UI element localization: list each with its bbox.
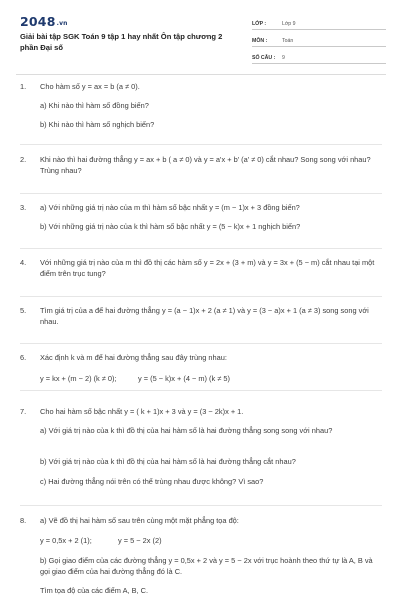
question-text: Tìm giá trị của a để hai đường thẳng y = (a − 1)x + 2 (a ≠ 1) và y = (3 − a)x + 1 (a ≠ 3) song song với nhau. (40, 306, 369, 326)
question-divider (20, 296, 382, 297)
sub-question: y = kx + (m − 2) (k ≠ 0); (40, 374, 117, 383)
question-text: Cho hai hàm số bậc nhất y = ( k + 1)x + 3 và y = (3 − 2k)x + 1. (40, 407, 244, 416)
logo-main: 2048 (20, 14, 56, 29)
question-divider (20, 144, 382, 145)
question-divider (20, 505, 382, 506)
question-text: a) Vẽ đồ thị hai hàm số sau trên cùng một mặt phẳng tọa độ: (40, 516, 239, 525)
meta-box (252, 16, 386, 67)
meta-value: 9 (282, 55, 285, 61)
question-divider (20, 390, 382, 391)
document-header (20, 14, 386, 72)
question-number: 1. (20, 82, 27, 91)
sub-question: a) Khi nào thì hàm số đồng biến? (40, 101, 149, 110)
sub-question: b) Với những giá trị nào của k thì hàm số bậc nhất y = (5 − k)x + 1 nghịch biến? (40, 222, 301, 231)
meta-row-class (252, 16, 386, 30)
sub-question: b) Khi nào thì hàm số nghịch biến? (40, 120, 155, 129)
meta-value: Toán (282, 38, 294, 44)
sub-question: y = 5 − 2x (2) (118, 536, 162, 545)
question-number: 8. (20, 516, 27, 525)
question-text: Khi nào thì hai đường thẳng y = ax + b ( a ≠ 0) và y = a'x + b' (a' ≠ 0) cắt nhau? Song song với nhau? Trùng nhau? (40, 155, 371, 175)
sub-question: Tìm tọa độ của các điểm A, B, C. (40, 586, 149, 595)
question-number: 5. (20, 306, 27, 315)
site-logo[interactable] (20, 14, 68, 29)
question-number: 6. (20, 353, 27, 362)
question-number: 7. (20, 407, 27, 416)
meta-row-subject (252, 33, 386, 47)
logo-suffix: .vn (56, 20, 68, 27)
question-divider (20, 248, 382, 249)
meta-value: Lớp 9 (282, 21, 296, 27)
question-text: a) Với những giá trị nào của m thì hàm số bậc nhất y = (m − 1)x + 3 đồng biến? (40, 203, 300, 212)
meta-label: MÔN : (252, 38, 268, 44)
sub-question: b) Gọi giao điểm của các đường thẳng y = 0,5x + 2 và y = 5 − 2x với trục hoành theo thứ tự là A, B và gọi giao điểm của hai đường thẳng đó là C. (40, 556, 373, 576)
meta-row-count (252, 50, 386, 64)
header-divider (16, 74, 386, 75)
question-text: Cho hàm số y = ax = b (a ≠ 0). (40, 82, 140, 91)
question-divider (20, 193, 382, 194)
sub-question: y = 0,5x + 2 (1); (40, 536, 92, 545)
sub-question: y = (5 − k)x + (4 − m) (k ≠ 5) (138, 374, 230, 383)
question-number: 4. (20, 258, 27, 267)
question-number: 3. (20, 203, 27, 212)
question-number: 2. (20, 155, 27, 164)
document-title: Giải bài tập SGK Toán 9 tập 1 hay nhất Ôn tập chương 2 phần Đại số (20, 32, 223, 52)
meta-label: LỚP : (252, 21, 267, 27)
meta-label: SỐ CÂU : (252, 55, 276, 61)
question-divider (20, 343, 382, 344)
sub-question: c) Hai đường thẳng nói trên có thể trùng nhau được không? Vì sao? (40, 477, 264, 486)
question-text: Với những giá trị nào của m thì đồ thị các hàm số y = 2x + (3 + m) và y = 3x + (5 − m) cắt nhau tại một điểm trên trục tung? (40, 258, 375, 278)
sub-question: b) Với giá trị nào của k thì đồ thị của hai hàm số là hai đường thẳng cắt nhau? (40, 457, 296, 466)
question-text: Xác định k và m để hai đường thẳng sau đây trùng nhau: (40, 353, 227, 362)
sub-question: a) Với giá trị nào của k thì đồ thị của hai hàm số là hai đường thẳng song song với nhau? (40, 426, 333, 435)
